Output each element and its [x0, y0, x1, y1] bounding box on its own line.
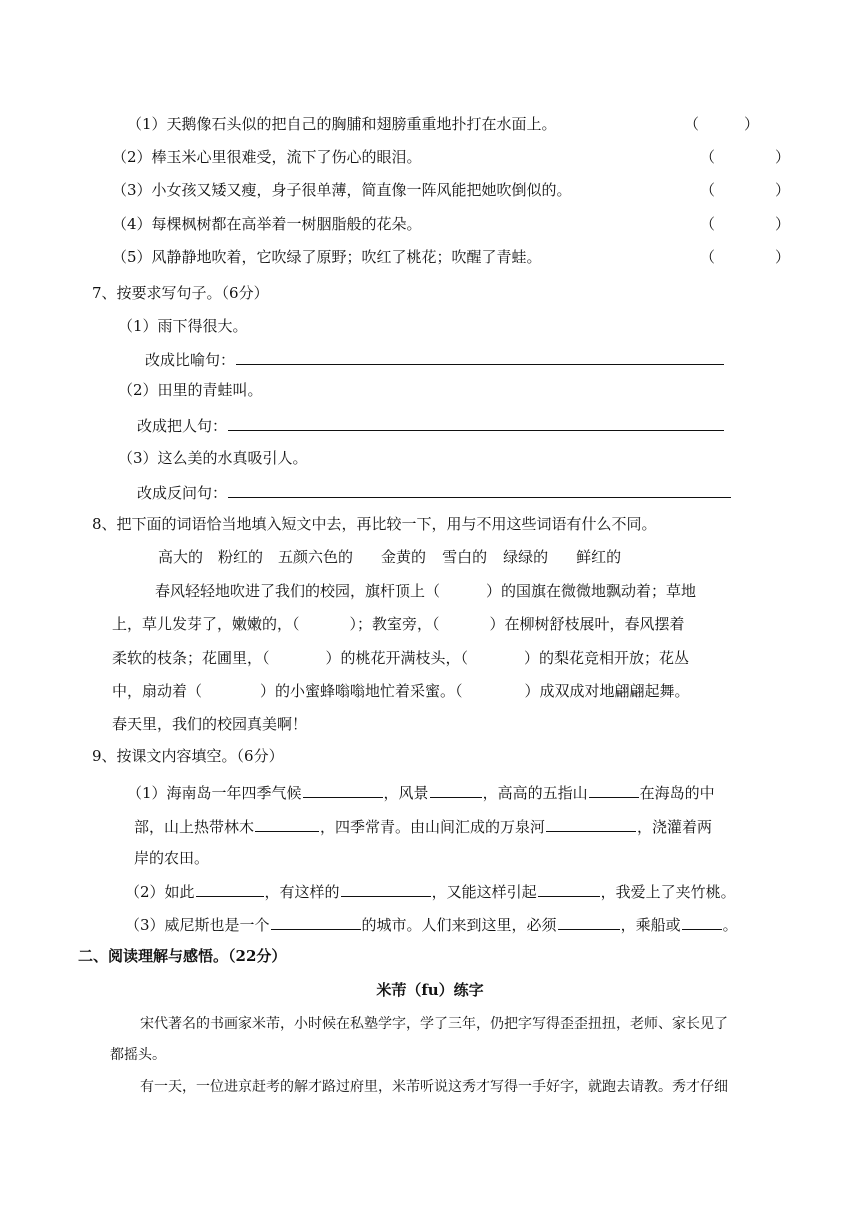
q8-passage-line-1 [155, 581, 696, 601]
q9-blank-7[interactable] [341, 880, 431, 897]
answer-paren-5[interactable]: （ ） [700, 248, 791, 266]
q9-line-2 [134, 815, 712, 837]
q8-text: ）在柳树舒枝展叶，春风摆着 [489, 615, 685, 633]
q9-blank-11[interactable] [682, 913, 722, 930]
q9-text: ，高高的五指山 [482, 784, 588, 802]
word-3: 五颜六色的 [278, 548, 354, 566]
q9-line-5 [125, 913, 738, 935]
q8-text: 柔软的枝条；花圃里，（ [112, 649, 270, 667]
answer-paren-1[interactable]: （ ） [684, 115, 760, 133]
q9-blank-6[interactable] [196, 880, 264, 897]
q7-prompt-1-label: 改成比喻句： [145, 351, 236, 369]
q8-text: ）的桃花开满枝头，（ [325, 649, 469, 667]
q7-sentence-3: （3）这么美的水真吸引人。 [118, 449, 308, 467]
q9-text: ，四季常青。由山间汇成的万泉河 [320, 818, 546, 836]
answer-paren-4[interactable]: （ ） [700, 215, 791, 233]
answer-paren-2[interactable]: （ ） [700, 148, 791, 166]
q9-blank-8[interactable] [538, 880, 600, 897]
word-2: 粉红的 [218, 548, 264, 566]
judge-item-5: （5）风静静地吹着，它吹绿了原野；吹红了桃花；吹醒了青蛙。 [112, 248, 542, 266]
q8-text: 中，扇动着（ [112, 682, 203, 700]
q9-line-4 [125, 880, 736, 902]
word-6: 绿绿的 [503, 548, 549, 566]
passage-paragraph-2: 有一天，一位进京赶考的解才路过府里，米芾听说这秀才写得一手好字，就跑去请教。秀才仔细 [140, 1079, 728, 1095]
q8-text: ）；教室旁，（ [349, 615, 440, 633]
passage-title: 米芾（fu）练字 [376, 981, 484, 999]
q8-passage-line-3 [112, 648, 689, 668]
q8-text: 上，草儿发芽了，嫩嫩的，（ [112, 615, 300, 633]
q9-text: ，浇灌着两 [637, 818, 713, 836]
q9-text: （3）威尼斯也是一个 [125, 916, 270, 934]
q9-blank-3[interactable] [589, 781, 639, 798]
judge-item-4: （4）每棵枫树都在高举着一树胭脂般的花朵。 [112, 215, 422, 233]
q8-text: ）的国旗在微微地飘动着；草地 [486, 582, 697, 600]
q9-text: 在海岛的中 [639, 784, 715, 802]
q8-passage-line-5: 春天里，我们的校园真美啊！ [112, 715, 308, 733]
word-7: 鲜红的 [576, 548, 622, 566]
judge-item-1: （1）天鹅像石头似的把自己的胸脯和翅膀重重地扑打在水面上。 [127, 115, 557, 133]
q8-text: ）的梨花竞相开放；花丛 [524, 649, 690, 667]
q9-blank-1[interactable] [303, 781, 383, 798]
q9-blank-10[interactable] [558, 913, 620, 930]
q7-answer-line-3[interactable] [228, 481, 731, 498]
q7-sentence-1: （1）雨下得很大。 [118, 317, 248, 335]
q7-prompt-3 [137, 481, 732, 503]
q9-text: ，我爱上了夹竹桃。 [600, 883, 736, 901]
q9-text: ，风景 [383, 784, 429, 802]
q8-passage-line-2 [112, 614, 685, 634]
judge-item-3: （3）小女孩又矮又瘦，身子很单薄，简直像一阵风能把她吹倒似的。 [112, 181, 572, 199]
q7-answer-line-2[interactable] [228, 414, 724, 431]
q8-passage-line-4 [112, 681, 690, 701]
word-4: 金黄的 [381, 548, 427, 566]
q9-line-3: 岸的农田。 [134, 849, 210, 867]
q8-text: ）的小蜜蜂嗡嗡地忙着采蜜。（ [260, 682, 463, 700]
q9-text: ，乘船或 [620, 916, 681, 934]
section-2-heading: 二、阅读理解与感悟。（22分） [78, 947, 287, 965]
q9-text: ，又能这样引起 [431, 883, 537, 901]
word-1: 高大的 [158, 548, 204, 566]
passage-paragraph-1a: 宋代著名的书画家米芾，小时候在私塾学字，学了三年，仍把字写得歪歪扭扭，老师、家长见了 [140, 1016, 728, 1032]
answer-paren-3[interactable]: （ ） [700, 181, 791, 199]
q7-prompt-3-label: 改成反问句： [137, 484, 228, 502]
q9-blank-9[interactable] [271, 913, 361, 930]
judge-item-2: （2）棒玉米心里很难受，流下了伤心的眼泪。 [112, 148, 422, 166]
q9-blank-5[interactable] [546, 815, 636, 832]
q9-text: （2）如此 [125, 883, 195, 901]
q9-blank-2[interactable] [430, 781, 482, 798]
q7-prompt-2-label: 改成把人句： [137, 417, 228, 435]
q9-text: ，有这样的 [264, 883, 340, 901]
q9-text: 的城市。人们来到这里，必须 [361, 916, 557, 934]
q7-sentence-2: （2）田里的青蛙叫。 [118, 381, 263, 399]
q9-text: 部，山上热带林木 [134, 818, 255, 836]
q9-line-1 [127, 781, 715, 803]
q8-text: 春风轻轻地吹进了我们的校园，旗杆顶上（ [155, 582, 441, 600]
q7-prompt-1 [145, 348, 725, 370]
q7-answer-line-1[interactable] [236, 348, 724, 365]
q9-text: （1）海南岛一年四季气候 [127, 784, 302, 802]
q8-word-bank [158, 547, 621, 567]
q8-text: ）成双成对地翩翩起舞。 [524, 682, 690, 700]
q9-text: 。 [722, 916, 738, 934]
q9-blank-4[interactable] [255, 815, 319, 832]
q8-heading: 8、把下面的词语恰当地填入短文中去，再比较一下，用与不用这些词语有什么不同。 [92, 515, 657, 533]
q9-heading: 9、按课文内容填空。（6分） [92, 747, 284, 765]
word-5: 雪白的 [442, 548, 488, 566]
passage-paragraph-1b: 都摇头。 [110, 1047, 166, 1063]
q7-prompt-2 [137, 414, 725, 436]
q7-heading: 7、按要求写句子。（6分） [92, 284, 269, 302]
